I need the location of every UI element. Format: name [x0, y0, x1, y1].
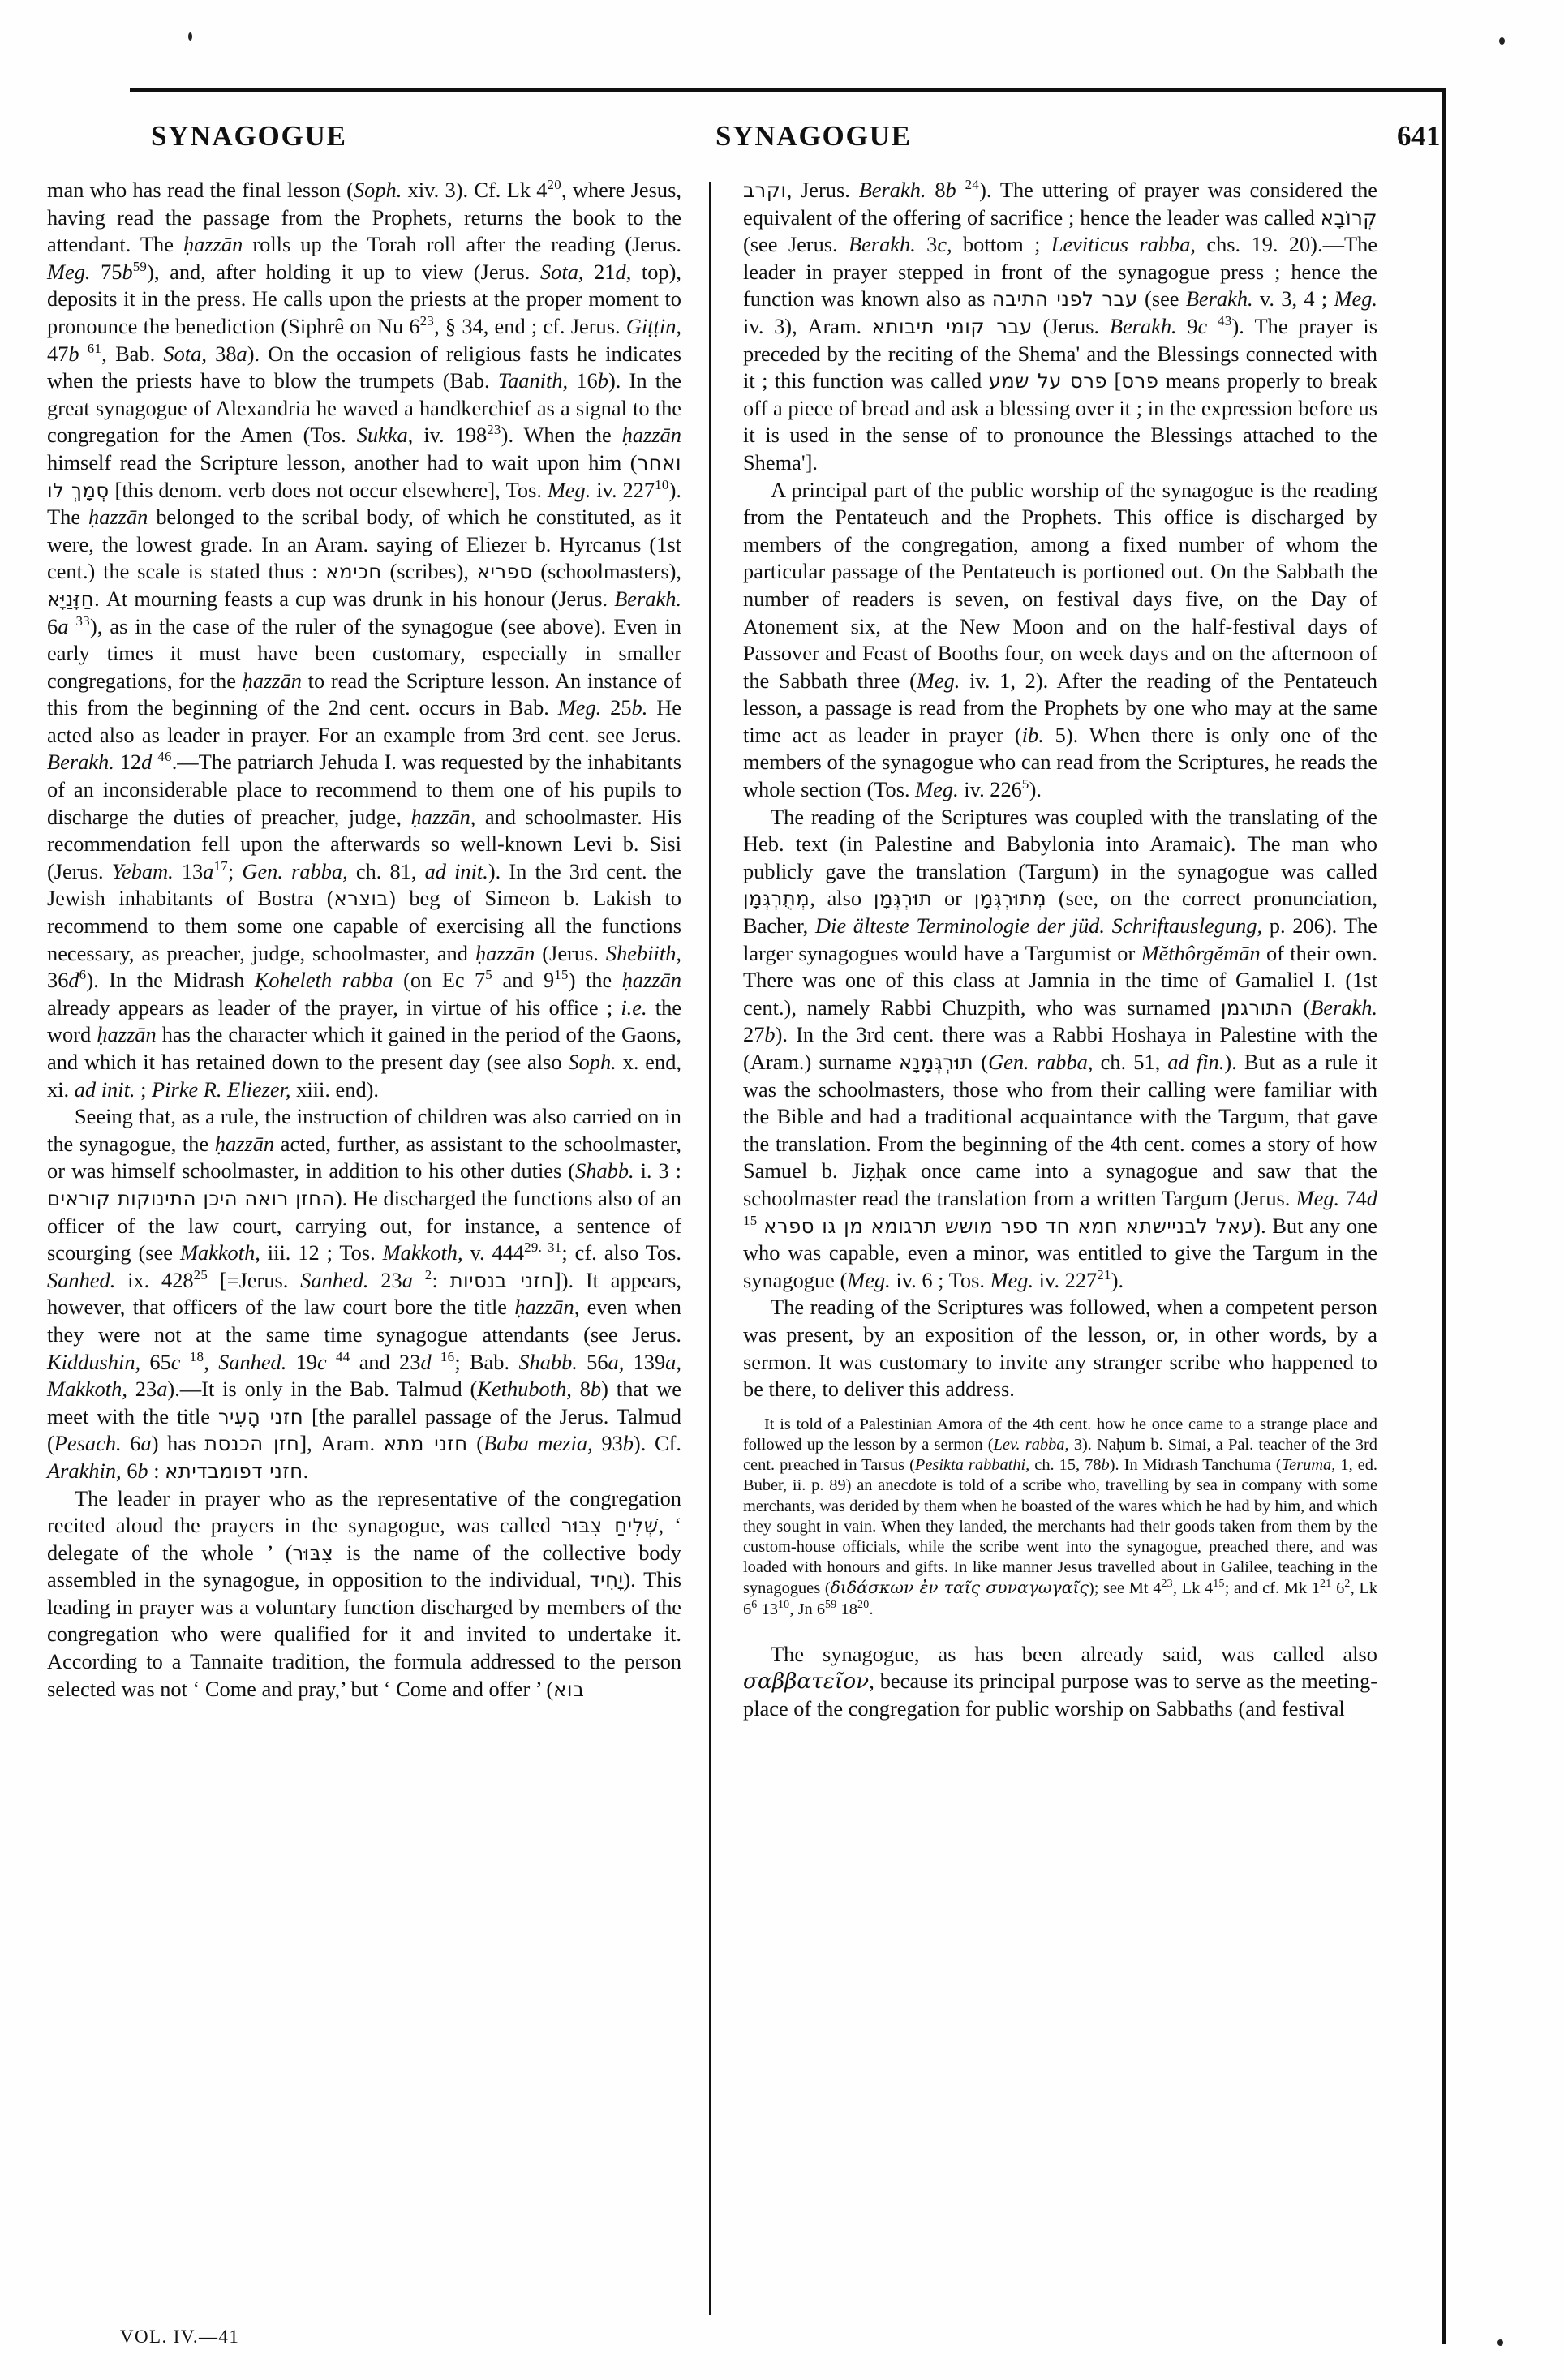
left-column — [47, 177, 681, 1703]
running-head — [130, 120, 1441, 157]
paragraph: Seeing that, as a rule, the instruction of children was also carried on in the synagogue, the ḥazzān acted, further, as assistant to the schoolmaster, or was himself schoolmaster, in addition to his other duties (Shabb. i. 3 : החזן רואה היכן התינוקות קוראים). He discharged the functions also of an officer of the law court, carrying out, for instance, a sentence of scourging (see Makkoth, iii. 12 ; Tos. Makkoth, v. $444^{29. 31}$; cf. also Tos. Sanhed. ix. $428^{25}$ [=Jerus. Sanhed. 23a $^2$: חזני בנסיות]). It appears, however, that officers of the law court bore the title ḥazzān, even when they were not at the same time synagogue attendants (see Jerus. Kiddushin, 65c $^{18}$, Sanhed. 19c $^{44}$ and 23d $^{16}$; Bab. Shabb. 56a, 139a, Makkoth, 23a).—It is only in the Bab. Talmud (Kethuboth, 8b) that we meet with the title חזני הָעִיר [the parallel passage of the Jerus. Talmud (Pesach. 6a) has חזן הכנסת], Aram. חזני מתא (Baba mezia, 93b). Cf. Arakhin, 6b : חזני דפומבדיתא. — [47, 1104, 682, 1483]
scan-speck — [1499, 37, 1505, 45]
paragraph: The reading of the Scriptures was coupled with the translating of the Heb. text (in Palestine and Babylonia into Aramaic). The man who publicly gave the translation (Targum) in the synagogue was called מְתֻרְגְּמָן, also תוּרְגְּמָן or מְתוּרְגְּמָן (see, on the correct pronunciation, Bacher, Die älteste Terminologie der jüd. Schriftauslegung, p. 206). The larger synagogues would have a Targumist or Mĕthôrgĕmān of their own. There was one of this class at Jamnia in the time of Gamaliel I. (1st cent.), namely Rabbi Chuzpith, who was surnamed התורגמן (Berakh. 27b). In the 3rd cent. there was a Rabbi Hoshaya in Palestine with the (Aram.) surname תוּרְגְּמָנָא (Gen. rabba, ch. 51, ad fin.). But as a rule it was the schoolmasters, those who from their calling were familiar with the Bible and had a traditional acquaintance with the Targum, that gave the translation. From the beginning of the 4th cent. comes a story of how Samuel b. Jiẓḥak once came into a synagogue and saw that the schoolmaster read the translation from a written Targum (Jerus. Meg. 74d $^{15}$ עאל לבניישתא חמא חד ספר מושש תרגומא מן גו ספרא). But any one who was capable, even a minor, was entitled to give the Targum in the synagogue (Meg. iv. 6 ; Tos. Meg. iv. $227^{21}$). — [743, 804, 1378, 1292]
column-divider — [709, 182, 711, 2315]
paragraph: A principal part of the public worship of the synagogue is the reading from the Pentateuch and the Prophets. This office is discharged by members of the congregation, among a fixed number of whom the particular passage of the Pentateuch is portioned out. On the Sabbath the number of readers is seven, on festival days five, on the Day of Atonement six, at the New Moon and on the half-festival days of Passover and Feast of Booths four, on week days and on the afternoon of the Sabbath three (Meg. iv. 1, 2). After the reading of the Pentateuch lesson, a passage is read from the Prophets by one who may at the same time act as leader in prayer (ib. 5). When there is only one of the members of the synagogue who can read from the Scriptures, he reads the whole section (Tos. Meg. iv. $226^5$). — [743, 477, 1377, 802]
body-columns — [47, 177, 1426, 2318]
small-type-excursus — [743, 1415, 1377, 1620]
paragraph: The leader in prayer who as the representative of the congregation recited aloud the prayers in the synagogue, was called שְׁלִיחַ צִבּוּר, ‘ delegate of the whole ’ (צִבּוּר is the name of the collective body assembled in the synagogue, in opposition to the individual, יָחִיד). This leading in prayer was a voluntary function discharged by members of the congregation who were qualified for it and invited to undertake it. According to a Tannaite tradition, the formula addressed to the person selected was not ‘ Come and pray,’ but ‘ Come and offer ’ (בוא — [47, 1485, 681, 1701]
paragraph: The synagogue, as has been already said, was called also σαββατεῖον, because its principal purpose was to serve as the meeting-place of the congregation for public worship on Sabbaths (and festival — [743, 1641, 1377, 1721]
volume-signature: VOL. IV.—41 — [120, 2326, 240, 2347]
paragraph: The reading of the Scriptures was followed, when a competent person was present, by an exposition of the lesson, or, in other words, by a sermon. It was customary to invite any stranger scribe who happened to be there, to deliver this address. — [743, 1295, 1377, 1402]
scan-speck — [188, 32, 192, 41]
right-column — [743, 177, 1377, 1723]
scan-speck — [1497, 2339, 1503, 2346]
paragraph-gap — [743, 1620, 1377, 1641]
header-rule — [130, 88, 1446, 92]
running-head-right: SYNAGOGUE — [715, 120, 912, 152]
paragraph: man who has read the final lesson (Soph. xiv. 3). Cf. Lk $4^{20}$, where Jesus, having read the passage from the Prophets, returns the book to the attendant. The ḥazzān rolls up the Torah roll after the reading (Jerus. Meg. $75b^{59}$), and, after holding it up to view (Jerus. Sota, 21d, top), deposits it in the press. He calls upon the priests at the proper moment to pronounce the benediction (Siphrê on Nu $6^{23}$, § 34, end ; cf. Jerus. Giṭṭin, 47b $^{61}$, Bab. Sota, 38a). On the occasion of religious fasts he indicates when the priests have to blow the trumpets (Bab. Taanith, 16b). In the great synagogue of Alexandria he waved a handkerchief as a signal to the congregation for the Amen (Tos. Sukka, iv. $198^{23}$). When the ḥazzān himself read the Scripture lesson, another had to wait upon him (ואחר סְמָךְ לו [this denom. verb does not occur elsewhere], Tos. Meg. iv. $227^{10}$). The ḥazzān belonged to the scribal body, of which he constituted, as it were, the lowest grade. In an Aram. saying of Eliezer b. Hyrcanus (1st cent.) the scale is stated thus : חכימא (scribes), ספריא (schoolmasters), חַזָּנַיָּא. At mourning feasts a cup was drunk in his honour (Jerus. Berakh. 6a $^{33}$), as in the case of the ruler of the synagogue (see above). Even in early times it must have been customary, especially in smaller congregations, for the ḥazzān to read the Scripture lesson. An instance of this from the beginning of the 2nd cent. occurs in Bab. Meg. 25b. He acted also as leader in prayer. For an example from 3rd cent. see Jerus. Berakh. 12d $^{46}$.—The patriarch Jehuda I. was requested by the inhabitants of an inconsiderable place to recommend to them one of his pupils to discharge the duties of preacher, judge, ḥazzān, and schoolmaster. His recommendation fell upon the afterwards so well-known Levi b. Sisi (Jerus. Yebam. $13a^{17}$; Gen. rabba, ch. 81, ad init.). In the 3rd cent. the Jewish inhabitants of Bostra (בוצרא) beg of Simeon b. Lakish to recommend to them some one capable of exercising all the functions necessary, as preacher, judge, schoolmaster, and ḥazzān (Jerus. Shebiith, $36d^6$). In the Midrash Ḳoheleth rabba (on Ec $7^5$ and $9^{15}$) the ḥazzān already appears as leader of the prayer, in virtue of his office ; i.e. the word ḥazzān has the character which it gained in the period of the Gaons, and which it has retained down to the present day (see also Soph. x. end, xi. ad init. ; Pirke R. Eliezer, xiii. end). — [47, 177, 681, 1102]
page-number: 641 — [1397, 120, 1441, 152]
page-edge-rule — [1442, 89, 1446, 2344]
excursus-paragraph: It is told of a Palestinian Amora of the 4th cent. how he once came to a strange place and followed up the lesson by a sermon (Lev. rabba, 3). Naḥum b. Simai, a Pal. teacher of the 3rd cent. preached in Tarsus (Pesikta rabbathi, ch. 15, 78b). In Midrash Tanchuma (Teruma, 1, ed. Buber, ii. p. 89) an anecdote is told of a scribe who, travelling by sea in company with some merchants, was derided by them when he boasted of the wares which he had by him, and which they sought in vain. When they landed, the merchants had their goods taken from them by the custom-house officials, while the scribe went into the synagogue, preached there, and was loaded with honours and gifts. In like manner Jesus travelled about in Galilee, teaching in the synagogues (διδάσκων ἐν ταῖς συναγωγαῖς); see Mt $4^{23}$, Lk $4^{15}$; and cf. Mk $1^{21}$ $6^2$, Lk $6^6$ $13^{10}$, Jn $6^{59}$ $18^{20}$. — [743, 1415, 1378, 1618]
running-head-left: SYNAGOGUE — [151, 120, 347, 152]
paragraph: וקרב, Jerus. Berakh. 8b $^{24}$). The uttering of prayer was considered the equivalent of the offering of sacrifice ; hence the leader was called קְרוֹבָא (see Jerus. Berakh. 3c, bottom ; Leviticus rabba, chs. 19. 20).—The leader in prayer stepped in front of the synagogue press ; hence the function was known also as עבר לפני התיבה (see Berakh. v. 3, 4 ; Meg. iv. 3), Aram. עבר קומי תיבותא (Jerus. Berakh. 9c $^{43}$). The prayer is preceded by the reciting of the Shema' and the Blessings connected with it ; this function was called פרס על שמע [פרס means properly to break off a piece of bread and ask a blessing over it ; in the expression before us it is used in the sense of to pronounce the Blessings attached to the Shema']. — [743, 177, 1377, 475]
